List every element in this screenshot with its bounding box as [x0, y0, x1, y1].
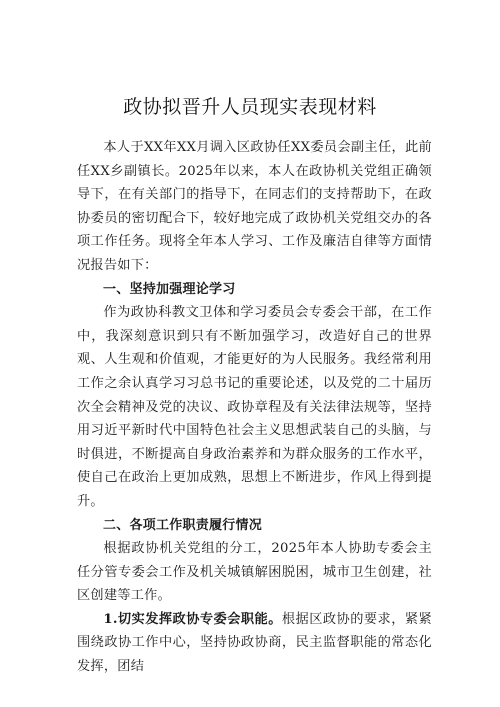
subsection-1-text: 根据区政协的要求，紧紧围绕政协工作中心，坚持协政协商，民主监督职能的常态化发挥，团结	[77, 611, 432, 675]
document-body	[77, 136, 432, 679]
section-1-heading: 一、坚持加强理论学习	[103, 281, 236, 297]
section-2-paragraph: 根据政协机关党组的分工，2025年本人协助专委会主任分管专委会工作及机关城镇解困脱困，城市卫生创建，社区创建等工作。	[77, 541, 432, 604]
subsection-1-paragraph	[77, 608, 432, 679]
subsection-1-lead: 1.切实发挥政协专委会职能。	[103, 611, 282, 627]
document-title: 政协拟晋升人员现实表现材料	[123, 96, 377, 118]
section-2-heading: 二、各项工作职责履行情况	[103, 517, 263, 533]
intro-paragraph: 本人于XX年XX月调入区政协任XX委员会副主任，此前任XX乡副镇长。2025年以来，本人在政协机关党组正确领导下，在有关部门的指导下，在同志们的支持帮助下，在政协委员的密切配合下，较好地完成了政协机关党组交办的各项工作任务。现将全年本人学习、工作及廉洁自律等方面情况报告如下：	[77, 140, 432, 273]
section-1-paragraph: 作为政协科教文卫体和学习委员会专委会干部，在工作中，我深刻意识到只有不断加强学习，改造好自己的世界观、人生观和价值观，才能更好的为人民服务。我经常利用工作之余认真学习习总书记的重要论述，以及党的二十届历次全会精神及党的决议、政协章程及有关法律法规等，坚持用习近平新时代中国特色社会主义思想武装自己的头脑，与时俱进，不断提高自身政治素养和为群众服务的工作水平，使自己在政治上更加成熟，思想上不断进步，作风上得到提升。	[77, 305, 432, 509]
